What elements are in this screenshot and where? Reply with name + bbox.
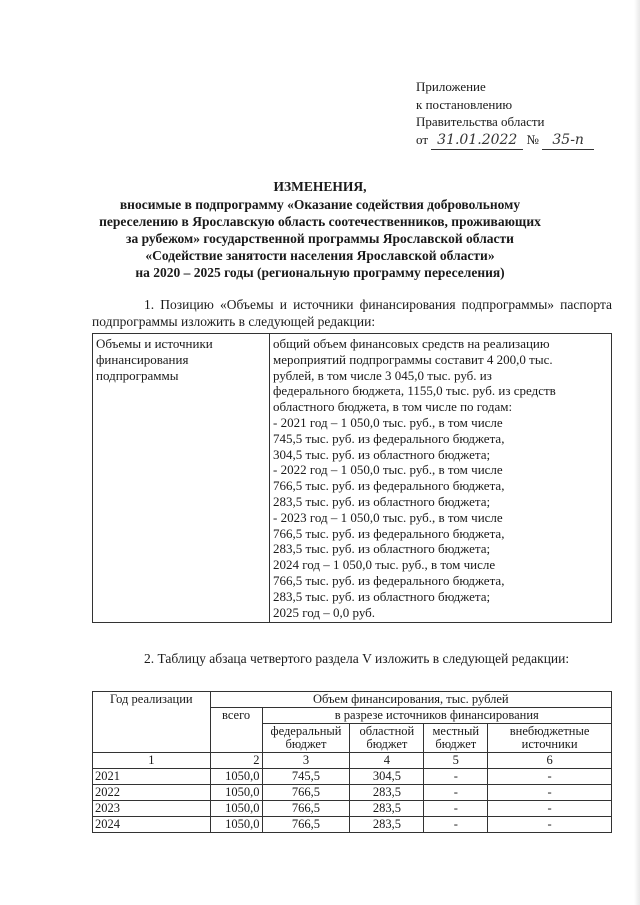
header-volume: Объем финансирования, тыс. рублей xyxy=(210,692,611,708)
header-extra xyxy=(488,724,612,753)
table-header-row xyxy=(93,692,612,708)
annex-date-line xyxy=(416,131,594,151)
cell-federal: 766,5 xyxy=(262,801,350,817)
scan-edge xyxy=(634,0,640,905)
cell-local: - xyxy=(424,785,488,801)
passport-value-line: 283,5 тыс. руб. из областного бюджета; xyxy=(273,588,491,604)
table-row xyxy=(93,785,612,801)
title-line: на 2020 – 2025 годы (региональную программу переселения) xyxy=(135,265,505,280)
cell-federal: 745,5 xyxy=(262,769,350,785)
cell-local: - xyxy=(424,817,488,833)
annex-block xyxy=(416,78,594,150)
header-local xyxy=(424,724,488,753)
document-title xyxy=(60,178,580,281)
header-text: бюджет xyxy=(285,737,327,751)
passport-value-line: рублей, в том числе 3 045,0 тыс. руб. из xyxy=(273,367,492,383)
header-text: источники xyxy=(521,737,578,751)
header-sources: в разрезе источников финансирования xyxy=(262,708,611,724)
annex-line: Приложение xyxy=(416,79,486,94)
cell-regional: 283,5 xyxy=(350,801,424,817)
cell-year: 2023 xyxy=(93,801,211,817)
cell-year: 2021 xyxy=(93,769,211,785)
passport-value-line: 766,5 тыс. руб. из федерального бюджета, xyxy=(273,572,505,588)
passport-value-line: федерального бюджета, 1155,0 тыс. руб. из средств xyxy=(273,383,556,399)
passport-value-line: 304,5 тыс. руб. из областного бюджета; xyxy=(273,446,491,462)
passport-value-line: - 2021 год – 1 050,0 тыс. руб., в том числе xyxy=(273,414,503,430)
header-text: бюджет xyxy=(435,737,477,751)
paragraph-2 xyxy=(92,650,612,667)
passport-value-line: 766,5 тыс. руб. из федерального бюджета, xyxy=(273,478,505,494)
cell-year: 2022 xyxy=(93,785,211,801)
funding-passport-table xyxy=(92,333,612,623)
column-number: 2 xyxy=(210,753,262,769)
title-line: за рубежом» государственной программы Ярославской области xyxy=(126,231,514,246)
annex-num-label: № xyxy=(526,131,539,147)
cell-federal: 766,5 xyxy=(262,817,350,833)
cell-regional: 304,5 xyxy=(350,769,424,785)
header-text: местный xyxy=(432,724,480,738)
cell-local: - xyxy=(424,769,488,785)
title-line: «Содействие занятости населения Ярославской области» xyxy=(145,248,495,263)
title-line: вносимые в подпрограмму «Оказание содействия добровольному xyxy=(119,197,521,212)
passport-value-line: - 2022 год – 1 050,0 тыс. руб., в том числе xyxy=(273,462,503,478)
cell-extra: - xyxy=(488,817,612,833)
column-number: 5 xyxy=(424,753,488,769)
cell-total: 1050,0 xyxy=(210,785,262,801)
cell-local: - xyxy=(424,801,488,817)
title-line: переселению в Ярославскую область соотечественников, проживающих xyxy=(99,214,541,229)
header-total: всего xyxy=(210,708,262,753)
passport-value-line: мероприятий подпрограммы составит 4 200,0 тыс. xyxy=(273,351,553,367)
cell-total: 1050,0 xyxy=(210,769,262,785)
annex-line: Правительства области xyxy=(416,114,545,129)
passport-value-cell xyxy=(270,334,612,623)
column-number: 3 xyxy=(262,753,350,769)
passport-value-line: 766,5 тыс. руб. из федерального бюджета, xyxy=(273,525,505,541)
header-federal xyxy=(262,724,350,753)
paragraph-2-text: 2. Таблицу абзаца четвертого раздела V изложить в следующей редакции: xyxy=(144,651,570,666)
passport-label-cell xyxy=(93,334,270,623)
cell-year: 2024 xyxy=(93,817,211,833)
passport-value-line: общий объем финансовых средств на реализацию xyxy=(273,336,550,351)
funding-by-year-table xyxy=(92,691,612,833)
header-year: Год реализации xyxy=(93,692,211,753)
cell-federal: 766,5 xyxy=(262,785,350,801)
header-text: федеральный xyxy=(270,724,342,738)
paragraph-1-text: 1. Позицию «Объемы и источники финансирования подпрограммы» паспорта подпрограммы изложить в следующей редакции: xyxy=(92,297,612,329)
header-text: внебюджетные xyxy=(509,724,590,738)
header-regional xyxy=(350,724,424,753)
annex-number: 35-п xyxy=(542,132,594,151)
passport-label: финансирования xyxy=(96,351,189,367)
passport-value-line: 2025 год – 0,0 руб. xyxy=(273,604,376,620)
annex-line: к постановлению xyxy=(416,96,513,112)
column-number: 4 xyxy=(350,753,424,769)
header-text: бюджет xyxy=(366,737,408,751)
cell-extra: - xyxy=(488,769,612,785)
header-text: областной xyxy=(359,724,415,738)
passport-label: Объемы и источники xyxy=(96,336,213,351)
column-number: 1 xyxy=(93,753,211,769)
title-heading: ИЗМЕНЕНИЯ, xyxy=(273,179,367,194)
annex-date: 31.01.2022 xyxy=(431,132,523,151)
cell-extra: - xyxy=(488,801,612,817)
passport-label: подпрограммы xyxy=(96,367,179,383)
passport-value-line: - 2023 год – 1 050,0 тыс. руб., в том числе xyxy=(273,509,503,525)
paragraph-1 xyxy=(92,296,612,330)
passport-value-line: 2024 год – 1 050,0 тыс. руб., в том числе xyxy=(273,557,496,573)
cell-regional: 283,5 xyxy=(350,817,424,833)
cell-total: 1050,0 xyxy=(210,801,262,817)
passport-value-line: областного бюджета, в том числе по годам: xyxy=(273,399,513,415)
annex-from: от xyxy=(416,131,429,147)
column-number: 6 xyxy=(488,753,612,769)
passport-value-line: 283,5 тыс. руб. из областного бюджета; xyxy=(273,541,491,557)
passport-value-line: 745,5 тыс. руб. из федерального бюджета, xyxy=(273,430,505,446)
table-row xyxy=(93,769,612,785)
table-row xyxy=(93,801,612,817)
table-row xyxy=(93,817,612,833)
cell-extra: - xyxy=(488,785,612,801)
passport-value-line: 283,5 тыс. руб. из областного бюджета; xyxy=(273,493,491,509)
cell-total: 1050,0 xyxy=(210,817,262,833)
column-number-row xyxy=(93,753,612,769)
cell-regional: 283,5 xyxy=(350,785,424,801)
